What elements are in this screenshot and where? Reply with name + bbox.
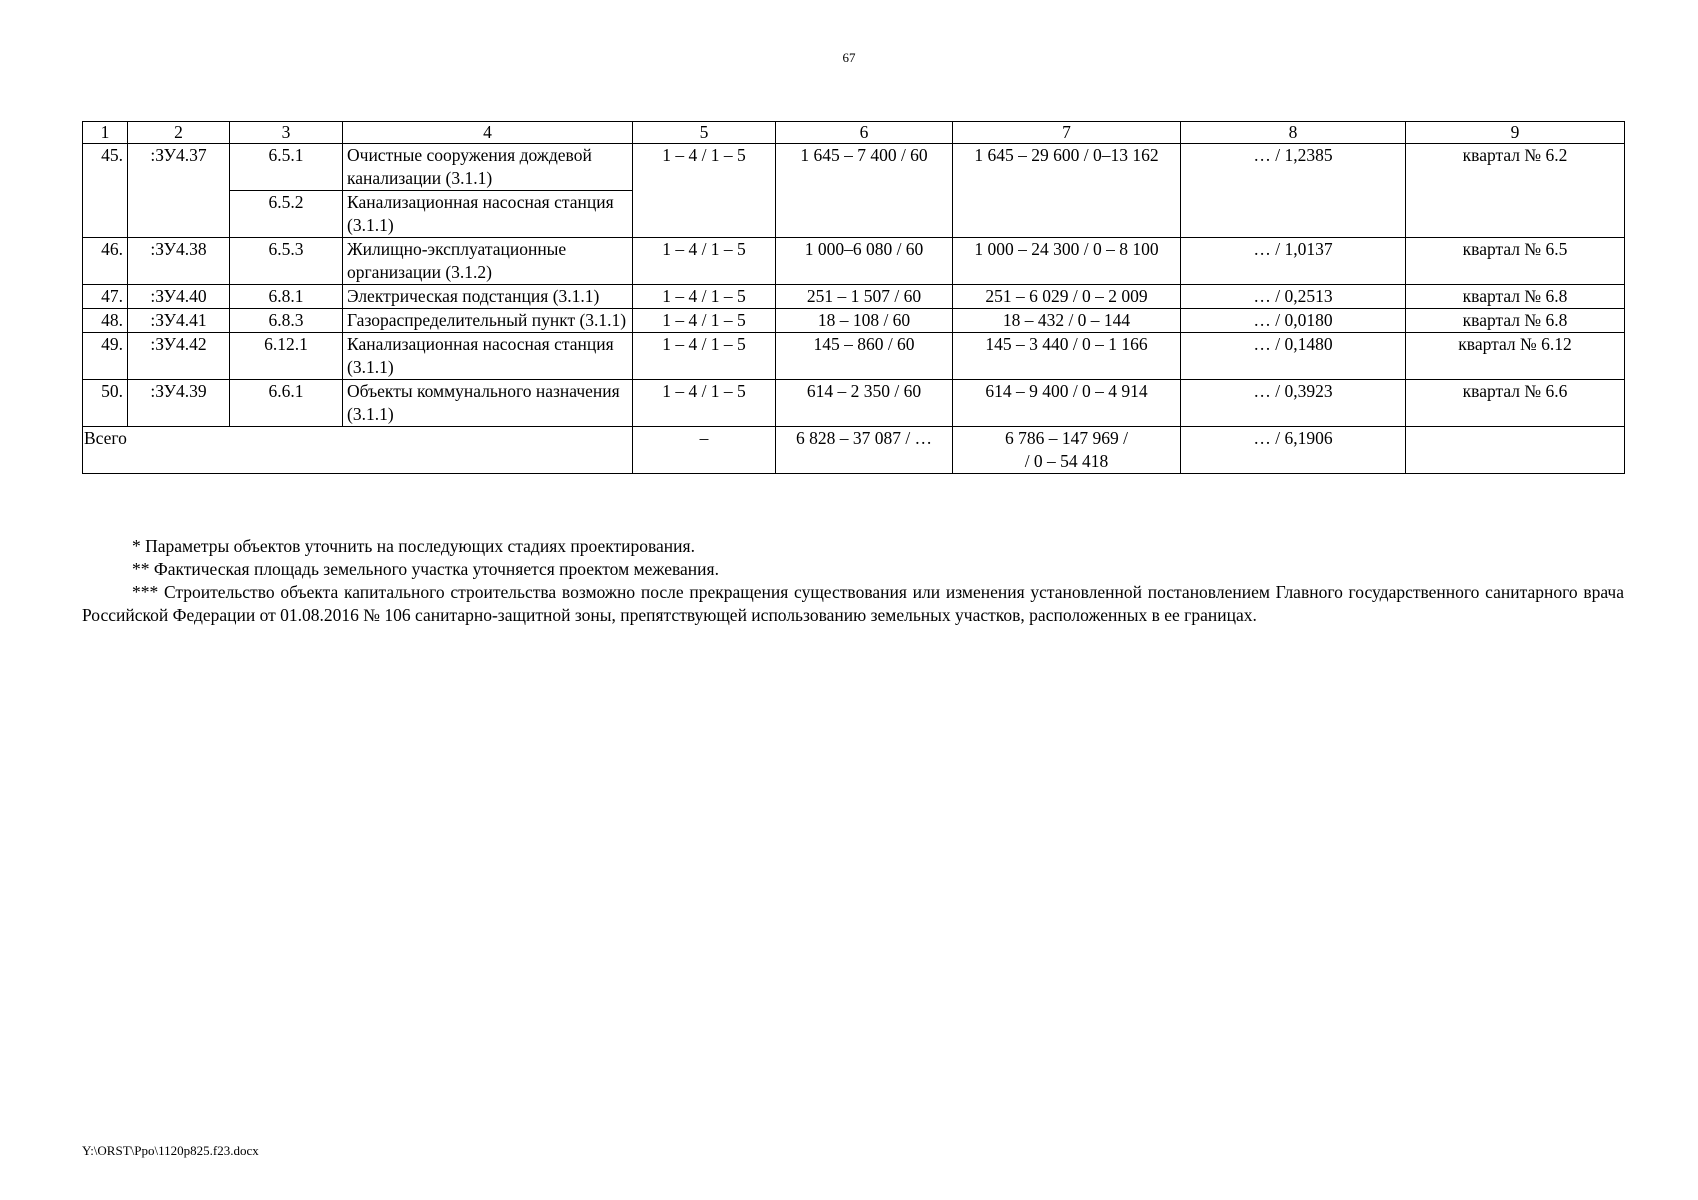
col6-cell: 1 000–6 080 / 60 <box>776 238 953 285</box>
floors-cell: 1 – 4 / 1 – 5 <box>633 144 776 238</box>
floors-cell: 1 – 4 / 1 – 5 <box>633 333 776 380</box>
quarter-cell: квартал № 6.5 <box>1406 238 1625 285</box>
plot-code: :ЗУ4.40 <box>128 285 230 309</box>
row-number: 45. <box>83 144 128 238</box>
plot-code: :ЗУ4.38 <box>128 238 230 285</box>
plot-code: :ЗУ4.39 <box>128 380 230 427</box>
area-cell: … / 0,2513 <box>1181 285 1406 309</box>
plot-code: :ЗУ4.41 <box>128 309 230 333</box>
object-name: Газораспределительный пункт (3.1.1) <box>343 309 633 333</box>
col6-cell: 1 645 – 7 400 / 60 <box>776 144 953 238</box>
page-number: 67 <box>842 50 856 65</box>
quarter-cell: квартал № 6.6 <box>1406 380 1625 427</box>
object-name: Жилищно-эксплуатационные организации (3.1.2) <box>343 238 633 285</box>
footnotes <box>82 535 1624 627</box>
land-plots-table <box>82 121 1625 474</box>
quarter-cell: квартал № 6.8 <box>1406 285 1625 309</box>
header-cell: 1 <box>83 122 128 144</box>
object-number: 6.5.3 <box>230 238 343 285</box>
total-label: Всего <box>83 427 633 474</box>
row-number: 48. <box>83 309 128 333</box>
col6-cell: 614 – 2 350 / 60 <box>776 380 953 427</box>
object-number: 6.6.1 <box>230 380 343 427</box>
file-path-footer: Y:\ORST\Ppo\1120p825.f23.docx <box>82 1143 259 1158</box>
quarter-cell: квартал № 6.12 <box>1406 333 1625 380</box>
object-name: Канализационная насосная станция (3.1.1) <box>343 191 633 238</box>
header-cell: 8 <box>1181 122 1406 144</box>
table-row <box>83 380 1625 427</box>
area-cell: … / 1,0137 <box>1181 238 1406 285</box>
header-cell: 5 <box>633 122 776 144</box>
footnote: *** Строительство объекта капитального строительства возможно после прекращения существования или изменения установленной постановлением Главного государственного санитарного врача Российской Федерации от 01.08.2016 № 106 санитарно-защитной зоны, препятствующей использованию земельных участков, расположенных в ее границах. <box>82 582 1624 625</box>
row-number: 50. <box>83 380 128 427</box>
header-cell: 4 <box>343 122 633 144</box>
header-cell: 7 <box>953 122 1181 144</box>
total-col7-line1: 6 786 – 147 969 / <box>1005 428 1128 448</box>
col7-cell: 1 645 – 29 600 / 0–13 162 <box>953 144 1181 238</box>
quarter-cell: квартал № 6.8 <box>1406 309 1625 333</box>
floors-cell: 1 – 4 / 1 – 5 <box>633 285 776 309</box>
area-cell: … / 0,0180 <box>1181 309 1406 333</box>
col7-cell: 18 – 432 / 0 – 144 <box>953 309 1181 333</box>
col6-cell: 145 – 860 / 60 <box>776 333 953 380</box>
col6-cell: 251 – 1 507 / 60 <box>776 285 953 309</box>
object-number: 6.5.1 <box>230 144 343 191</box>
col6-cell: 18 – 108 / 60 <box>776 309 953 333</box>
table-row <box>83 144 1625 191</box>
total-col9 <box>1406 427 1625 474</box>
col7-cell: 251 – 6 029 / 0 – 2 009 <box>953 285 1181 309</box>
table-row <box>83 309 1625 333</box>
floors-cell: 1 – 4 / 1 – 5 <box>633 309 776 333</box>
header-cell: 2 <box>128 122 230 144</box>
total-col8: … / 6,1906 <box>1181 427 1406 474</box>
floors-cell: 1 – 4 / 1 – 5 <box>633 238 776 285</box>
floors-cell: 1 – 4 / 1 – 5 <box>633 380 776 427</box>
object-number: 6.8.1 <box>230 285 343 309</box>
plot-code: :ЗУ4.37 <box>128 144 230 238</box>
header-cell: 3 <box>230 122 343 144</box>
total-col7 <box>953 427 1181 474</box>
total-col7-line2: / 0 – 54 418 <box>1024 451 1109 471</box>
object-name: Очистные сооружения дождевой канализации (3.1.1) <box>343 144 633 191</box>
area-cell: … / 0,1480 <box>1181 333 1406 380</box>
object-number: 6.5.2 <box>230 191 343 238</box>
area-cell: … / 0,3923 <box>1181 380 1406 427</box>
row-number: 49. <box>83 333 128 380</box>
object-name: Объекты коммунального назначения (3.1.1) <box>343 380 633 427</box>
col7-cell: 614 – 9 400 / 0 – 4 914 <box>953 380 1181 427</box>
header-cell: 6 <box>776 122 953 144</box>
footnote: ** Фактическая площадь земельного участка уточняется проектом межевания. <box>132 559 719 579</box>
object-number: 6.8.3 <box>230 309 343 333</box>
table-row <box>83 238 1625 285</box>
col7-cell: 1 000 – 24 300 / 0 – 8 100 <box>953 238 1181 285</box>
quarter-cell: квартал № 6.2 <box>1406 144 1625 238</box>
object-name: Электрическая подстанция (3.1.1) <box>343 285 633 309</box>
table-row <box>83 285 1625 309</box>
area-cell: … / 1,2385 <box>1181 144 1406 238</box>
object-name: Канализационная насосная станция (3.1.1) <box>343 333 633 380</box>
footnote: * Параметры объектов уточнить на последующих стадиях проектирования. <box>132 536 695 556</box>
object-number: 6.12.1 <box>230 333 343 380</box>
header-cell: 9 <box>1406 122 1625 144</box>
row-number: 47. <box>83 285 128 309</box>
table-row <box>83 333 1625 380</box>
total-col6: 6 828 – 37 087 / … <box>776 427 953 474</box>
col7-cell: 145 – 3 440 / 0 – 1 166 <box>953 333 1181 380</box>
row-number: 46. <box>83 238 128 285</box>
header-row <box>83 122 1625 144</box>
total-col5: – <box>633 427 776 474</box>
plot-code: :ЗУ4.42 <box>128 333 230 380</box>
total-row <box>83 427 1625 474</box>
